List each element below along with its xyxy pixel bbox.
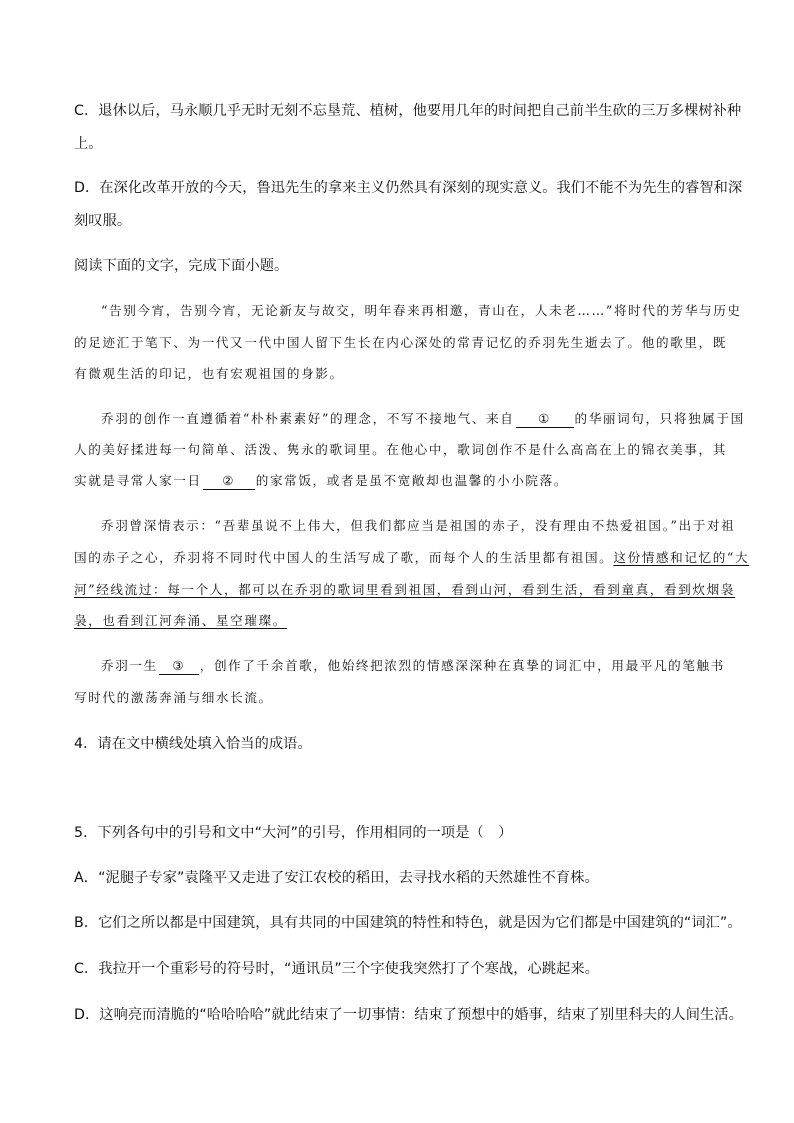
- passage-p1-line3: 有微观生活的印记，也有宏观祖国的身影。: [74, 366, 344, 381]
- option-d-prev-line2: 刻叹服。: [74, 213, 132, 229]
- passage-text: 国的赤子之心，乔羽将不同时代中国人的生活写成了歌，而每个人的生活里都有祖国。: [74, 550, 614, 565]
- passage-text: 乔羽一生: [101, 658, 158, 673]
- question-5: 5．下列各句中的引号和文中“大河”的引号，作用相同的一项是（ ）: [74, 825, 513, 841]
- passage-text: ，创作了千余首歌，他始终把浓烈的情感深深种在真挚的词汇中，用最平凡的笔触书: [199, 658, 725, 673]
- passage-p2-line3: [74, 471, 568, 491]
- fill-blank-1[interactable]: ①: [516, 410, 574, 428]
- passage-p4-line2: 写时代的激荡奔涌与细水长流。: [74, 690, 273, 705]
- passage-text: 实就是寻常人家一日: [74, 473, 202, 488]
- option-c-prev-line1: C．退休以后，马永顺几乎无时无刻不忘垦荒、植树，他要用几年的时间把自己前半生砍的三万多棵树补种: [74, 103, 742, 119]
- underlined-sentence: 袅，也看到江河奔涌、星空璀璨。: [74, 613, 287, 628]
- passage-p1-line2: 的足迹汇于笔下、为一代又一代中国人留下生长在内心深处的常青记忆的乔羽先生逝去了。他的歌里，既: [74, 335, 727, 350]
- passage-text: 乔羽的创作一直遵循着“朴朴素素好”的理念，不写不接地气、来自: [101, 411, 515, 426]
- underlined-sentence: 这份情感和记忆的“大: [613, 550, 750, 565]
- passage-p3-line2: [74, 548, 749, 568]
- passage-text: 的家常饭，或者是虽不宽敞却也温馨的小小院落。: [255, 473, 569, 488]
- passage-p1-line1: “告别今宵，告别今宵，无论新友与故交，明年春来再相邀，青山在，人未老……”将时代的芳华与历史: [101, 303, 742, 318]
- passage-p3-line3: [74, 580, 735, 600]
- fill-blank-2[interactable]: ②: [203, 472, 255, 490]
- passage-p3-line1: 乔羽曾深情表示：“吾辈虽说不上伟大，但我们都应当是祖国的赤子，没有理由不热爱祖国。”出于对祖: [101, 518, 736, 533]
- fill-blank-3[interactable]: ③: [159, 657, 199, 675]
- question-5-option-b[interactable]: B．它们之所以都是中国建筑，具有共同的中国建筑的特性和特色，就是因为它们都是中国建筑的“词汇”。: [74, 915, 742, 931]
- passage-text: 的华丽词句，只将独属于国: [574, 411, 745, 426]
- question-5-option-a[interactable]: A．“泥腿子专家”袁隆平又走进了安江农校的稻田，去寻找水稻的天然雄性不育株。: [74, 870, 599, 886]
- underlined-sentence: 河”经线流过：每一个人，都可以在乔羽的歌词里看到祖国，看到山河，看到生活，看到童真，看到炊烟袅: [74, 582, 735, 597]
- question-5-option-c[interactable]: C．我拉开一个重彩号的符号时，“通讯员”三个字使我突然打了个寒战，心跳起来。: [74, 961, 599, 977]
- passage-p2-line1: [101, 409, 745, 429]
- question-5-option-d[interactable]: D．这响亮而清脆的“哈哈哈哈”就此结束了一切事情：结束了预想中的婚事，结束了别里科夫的人间生活。: [74, 1007, 743, 1023]
- option-d-prev-line1: D．在深化改革开放的今天，鲁迅先生的拿来主义仍然具有深刻的现实意义。我们不能不为先生的睿智和深: [74, 180, 743, 196]
- passage-p2-line2: 人的美好揉进每一句简单、活泼、隽永的歌词里。在他心中，歌词创作不是什么高高在上的锦衣美事，其: [74, 442, 727, 457]
- passage-p3-line4: [74, 611, 287, 631]
- option-c-prev-line2: 上。: [74, 136, 103, 152]
- question-4: 4．请在文中横线处填入恰当的成语。: [74, 736, 312, 752]
- reading-instruction: 阅读下面的文字，完成下面小题。: [74, 258, 289, 274]
- passage-p4-line1: [101, 656, 725, 676]
